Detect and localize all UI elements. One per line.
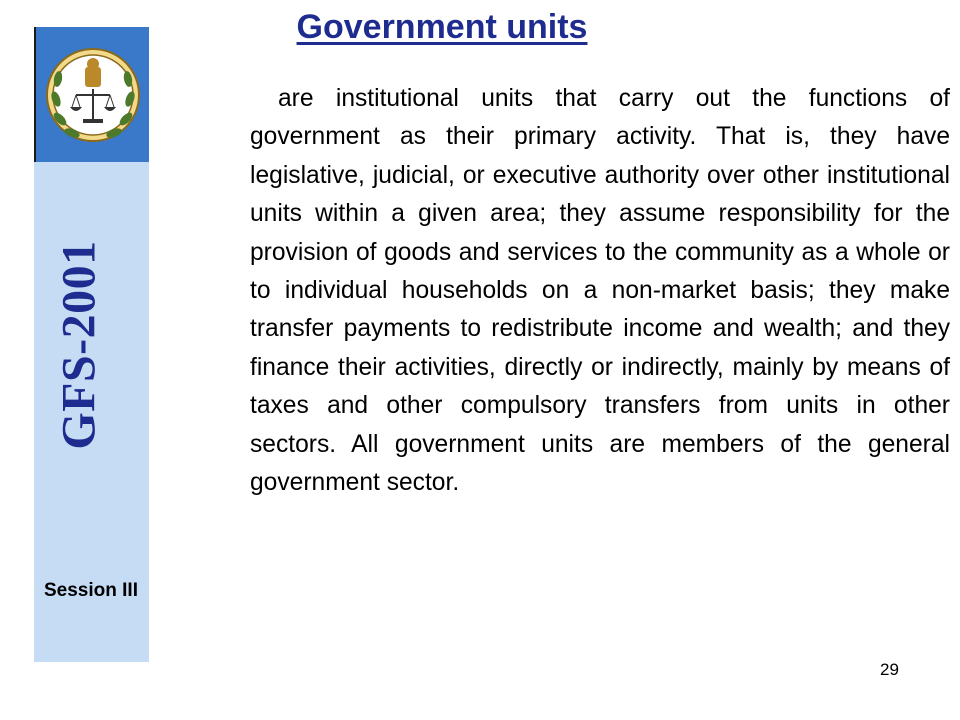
logo	[34, 27, 149, 162]
sidebar-vertical-title: GFS-2001	[52, 240, 106, 450]
session-label: Session III	[44, 580, 138, 601]
emblem-seal-icon	[36, 27, 151, 162]
body-paragraph: are institutional units that carry out the functions of government as their primary activity. That is, they have legislative, judicial, or executive authority over other institutional units within a given area; they assume responsibility for the provision of goods and services to the community as a whole or to individual households on a non-market basis; they make transfer payments to redistribute income and wealth; and they finance their activities, directly or indirectly, mainly by means of taxes and other compulsory transfers from units in other sectors. All government units are members of the general government sector.	[250, 85, 950, 497]
page-number: 29	[880, 660, 899, 679]
slide-title: Government units	[296, 8, 588, 46]
